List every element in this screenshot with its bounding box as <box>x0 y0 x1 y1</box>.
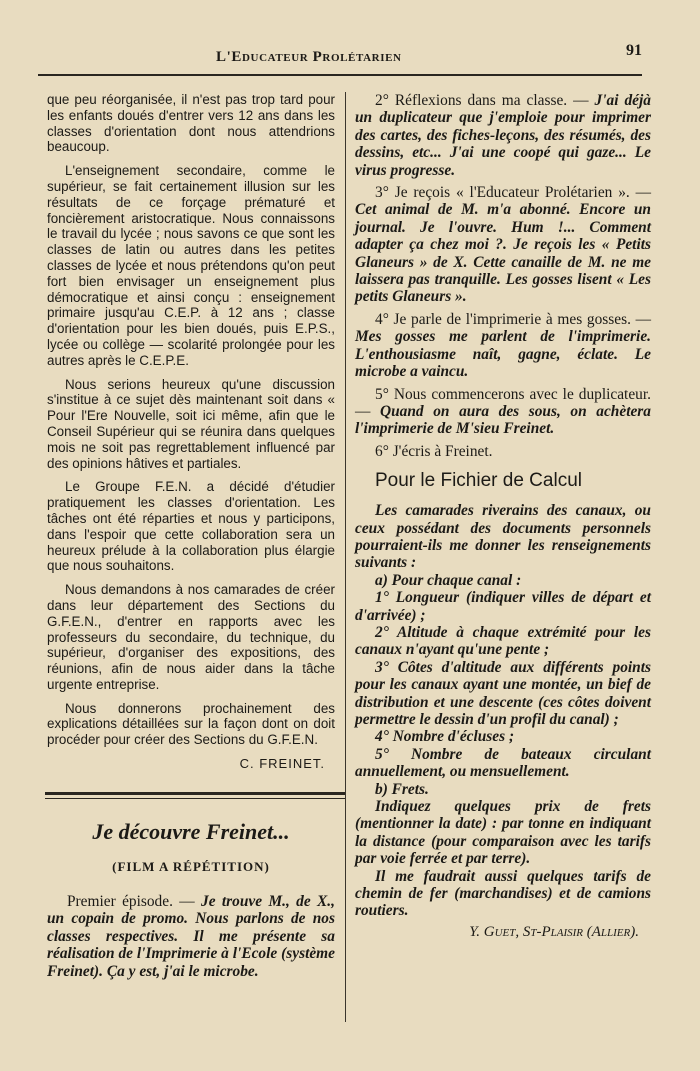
list-item <box>355 92 651 179</box>
episode-list <box>355 92 651 460</box>
running-head <box>38 40 642 70</box>
fichier-item: 4° Nombre d'écluses ; <box>375 728 515 746</box>
fichier-intro: Les camarades riverains des canaux, ou ceux possédant des documents personnels pourraient-ils me donner les renseignements suivants : <box>355 502 651 572</box>
episode-paragraph <box>47 893 335 980</box>
fichier-body <box>355 502 651 941</box>
page-number: 91 <box>626 42 642 59</box>
paragraph: Nous demandons à nos camarades de créer dans leur département des Sections du G.F.E.N., d'entrer en rapports avec les professeurs du secondaire, du technique, du supérieur, d'organiser des expositions, des réunions, afin de nous aider dans la tâche urgente entreprise. <box>47 582 335 692</box>
left-text <box>47 92 335 772</box>
paragraph: Nous donnerons prochainement des explications détaillées sur la façon dont on doit procéder pour créer des Sections du G.F.E.N. <box>47 700 335 748</box>
signature: C. FREINET. <box>239 756 325 772</box>
fichier-title: Pour le Fichier de Calcul <box>375 470 582 492</box>
article-body <box>47 893 335 980</box>
article-title: Je découvre Freinet... <box>92 818 290 844</box>
journal-title: L'Educateur Prolétarien <box>216 49 402 65</box>
fichier-rail: Il me faudrait aussi quelques tarifs de chemin de fer (marchandises) et de camions routiers. <box>355 867 651 920</box>
item-text: Quand on aura des sous, on achètera l'imprimerie de M'sieu Freinet. <box>355 402 651 438</box>
item-text: Cet animal de M. m'a abonné. Encore un journal. Je l'ouvre. Hum !... Comment adapter ça chez moi ?. Je reçois les « Petits Glaneurs » de X. Cette canaille de M. ne me laissera pas tranquille. Les gosses lisent « Les petits Glaneurs ». <box>355 201 651 306</box>
header-rule <box>38 74 642 76</box>
list-item <box>355 311 651 381</box>
list-item <box>355 386 651 438</box>
fichier-item: 5° Nombre de bateaux circulant annuellement, ou mensuellement. <box>355 745 651 781</box>
paragraph: que peu réorganisée, il n'est pas trop tard pour les enfants doués d'entrer vers 12 ans dans les classes d'orientation dont nous attendrions beaucoup. <box>47 92 335 155</box>
column-divider <box>345 92 346 1022</box>
item-text: J'ai déjà un duplicateur que j'emploie pour imprimer des cartes, des fiches-leçons, des résumés, des dessins, etc... J'ai une coopé qui gaze... Le virus progresse. <box>355 92 651 179</box>
fichier-item: 2° Altitude à chaque extrémité pour les canaux n'ayant qu'une pente ; <box>355 623 651 659</box>
paragraph: Nous serions heureux qu'une discussion s'institue à ce sujet dès maintenant soit dans « Pour l'Ere Nouvelle, soit ici même, afin que le Conseil Supérieur qui se réunira dans quelques mois ne soit pas regrettablement influencé par des opinions hâtives et partiales. <box>47 376 335 471</box>
fichier-section-b: b) Frets. <box>375 780 429 798</box>
item-label: 6° J'écris à Freinet. <box>375 442 493 460</box>
item-label: 4° Je parle de l'imprimerie à mes gosses. — <box>375 310 651 328</box>
fichier-frets: Indiquez quelques prix de frets (mentionner la date) : par tonne en indiquant la distance (pour comparaison avec les tarifs par voie ferrée et par terre). <box>355 798 651 868</box>
paragraph: L'enseignement secondaire, comme le supérieur, se fait certainement illusion sur les résultats de ce forçage prématuré et foncièrement aristocratique. Nous connaissons le travail du lycée ; nous savons ce que sont les classes de latin ou autres dans les petites classes de lycée et nous prétendons qu'on peut fort bien envisager un enseignement plus démocratique et ainsi conçu : enseignement primaire jusqu'au C.E.P. à 12 ans ; classe d'orientation pour les bien doués, puis E.P.S., lycée ou collège — scolarité prolongée pour les autres après le C.E.P.E. <box>47 163 335 368</box>
left-column <box>47 92 335 984</box>
section-divider <box>45 792 345 799</box>
list-item <box>355 184 651 306</box>
paragraph: Le Groupe F.E.N. a décidé d'étudier pratiquement les classes d'orientation. Les tâches ont été réparties et nous y participons, dans l'espoir que cette collaboration sera un heureux prélude à la collaboration plus élargie que nous souhaitons. <box>47 479 335 574</box>
item-text: Mes gosses me parlent de l'imprimerie. L'enthousiasme naît, gagne, éclate. Le microbe a vaincu. <box>355 328 651 381</box>
item-label: 3° Je reçois « l'Educateur Prolétarien ». — <box>375 184 651 202</box>
fichier-signature: Y. Guet, St-Plaisir (Allier). <box>469 923 639 940</box>
list-item <box>355 443 651 460</box>
right-column <box>355 92 651 941</box>
article-subtitle: (FILM A RÉPÉTITION) <box>112 858 270 874</box>
item-label: 5° Nous commencerons avec le duplicateur. — <box>355 385 651 420</box>
fichier-section-a: a) Pour chaque canal : <box>375 571 522 589</box>
fichier-item: 3° Côtes d'altitude aux différents points pour les canaux ayant une montée, un bief de distribution et une descente (ces côtes doivent permettre le dessin d'un profil du canal) ; <box>355 658 651 728</box>
item-label: 2° Réflexions dans ma classe. — <box>375 92 595 109</box>
episode-label: Premier épisode. — <box>67 892 202 910</box>
episode-text: Je trouve M., de X., un copain de promo. Nous parlons de nos classes respectives. Il me présente sa réalisation de l'Imprimerie à l'Ecole (système Freinet). Ça y est, j'ai le microbe. <box>47 892 336 980</box>
fichier-item: 1° Longueur (indiquer villes de départ et d'arrivée) ; <box>355 589 651 624</box>
